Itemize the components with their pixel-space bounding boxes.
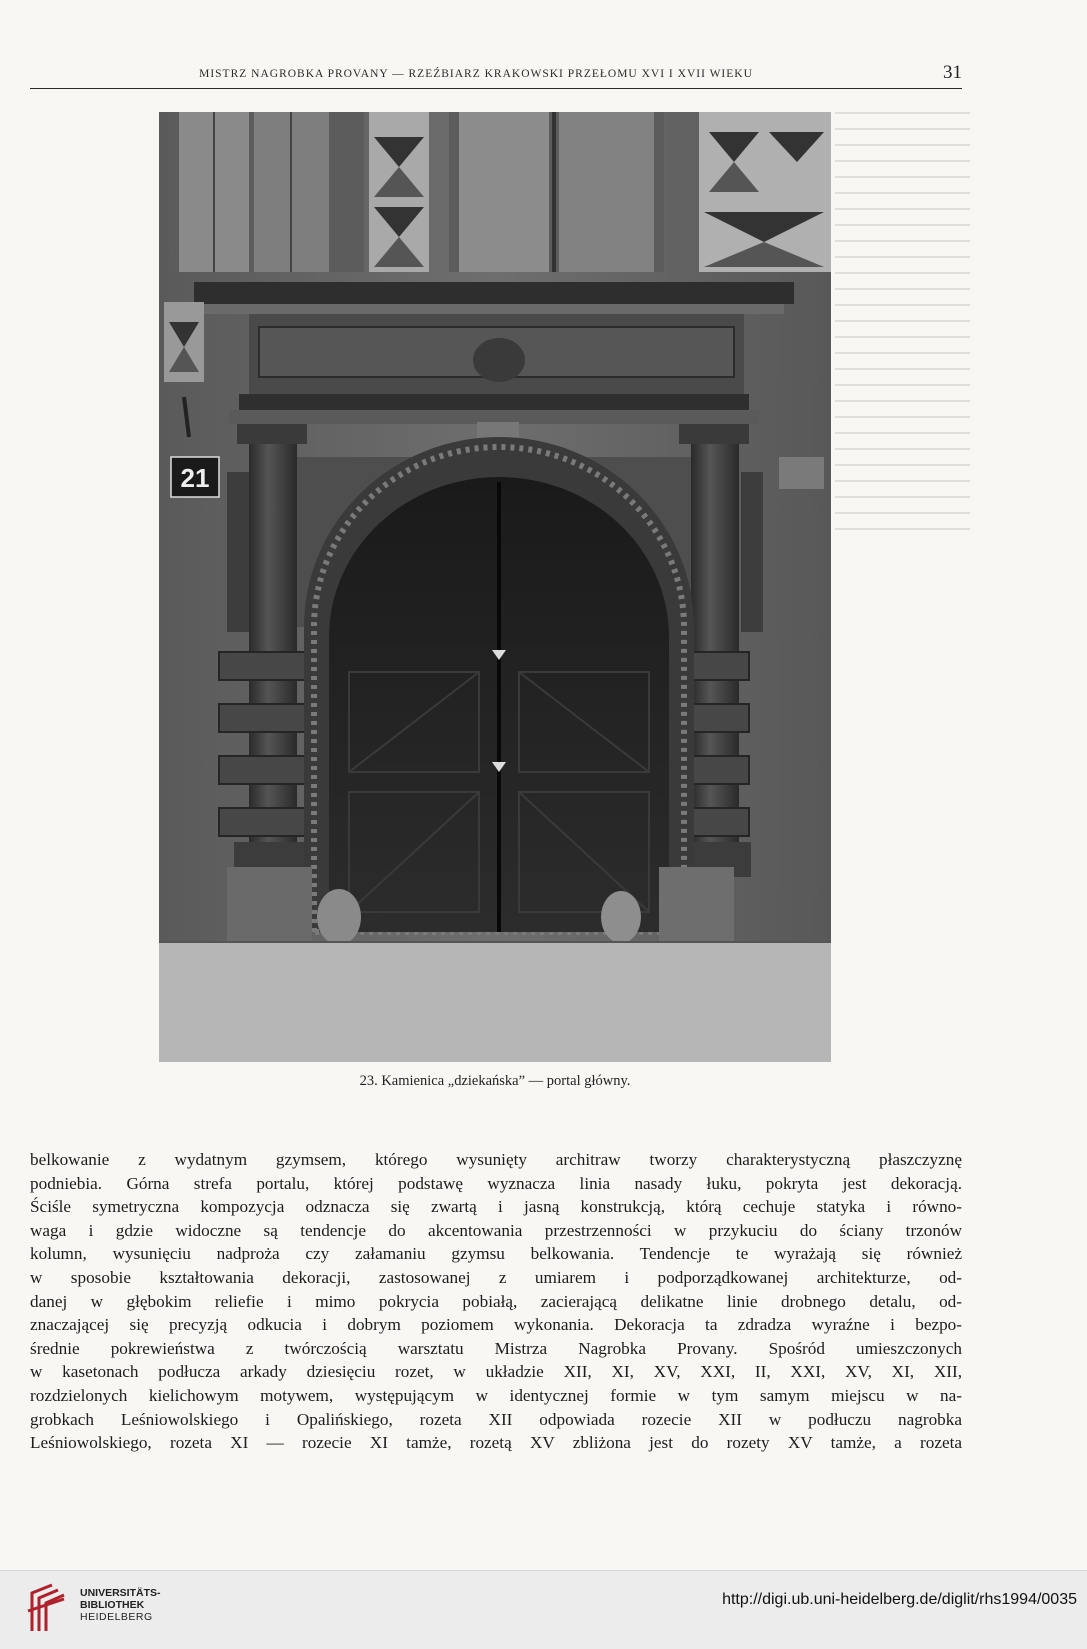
figure-caption: 23. Kamienica „dziekańska” — portal główny. (359, 1073, 631, 1089)
library-name-line: HEIDELBERG (80, 1611, 153, 1623)
body-line: znaczającej się precyzją odkucia i dobrym poziomem wykonania. Dekoracja ta zdradza wyraźne i bezpo- (30, 1315, 962, 1335)
body-line: Ściśle symetryczna kompozycja odznacza się zwartą i jasną konstrukcją, którą cechuje statyka i równo- (30, 1197, 962, 1217)
house-number-sign (171, 457, 219, 497)
running-head (30, 62, 962, 89)
library-logo-icon (22, 1581, 72, 1639)
body-line: danej w głębokim reliefie i mimo pokrycia pobiałą, zacierającą delikatne linie drobnego detalu, od- (30, 1291, 962, 1311)
sgraffito-panel-right (699, 112, 831, 272)
sgraffito-panel-left (369, 112, 429, 272)
body-line: rozdzielonych kielichowym motywem, występującym w identycznej formie w tym samym miejscu w na- (30, 1385, 962, 1405)
library-name-line: BIBLIOTHEK (80, 1599, 145, 1611)
body-line: Leśniowolskiego, rozeta XI — rozecie XI tamże, rozetą XV zbliżona jest do rozety XV tamże, a rozeta (30, 1433, 962, 1453)
upper-window-center (449, 112, 664, 272)
plinth-left (227, 867, 312, 942)
body-line: w sposobie kształtowania dekoracji, zastosowanej z umiarem i podporządkowanej architekturze, od- (30, 1267, 962, 1287)
pavement (159, 942, 831, 1062)
portal-photograph (159, 112, 831, 1062)
plinth-right (659, 867, 734, 942)
running-head-title: MISTRZ NAGROBKA PROVANY — RZEŹBIARZ KRAKOWSKI PRZEŁOMU XVI I XVII WIEKU (199, 68, 753, 80)
page-number: 31 (943, 62, 962, 83)
cartouche (473, 338, 525, 382)
body-line: podniebia. Górna strefa portalu, której podstawę wyznacza linia nasady łuku, pokryta jest dekoracją. (30, 1173, 962, 1193)
body-line: w kasetonach podłucza arkady dziesięciu rozet, w układzie XII, XI, XV, XXI, II, XXI, XV, XI, XII, (30, 1362, 962, 1382)
house-number-text: 21 (180, 463, 210, 493)
body-line: belkowanie z wydatnym gzymsem, którego wysunięty architraw tworzy charakterystyczną płaszczyznę (30, 1150, 962, 1169)
body-text (30, 1148, 962, 1455)
digitization-footer (0, 1570, 1087, 1649)
body-line: waga i gdzie widoczne są tendencje do akcentowania przestrzenności w przykuciu do ściany trzonów (30, 1220, 962, 1240)
source-url-link[interactable]: http://digi.ub.uni-heidelberg.de/diglit/rhs1994/0035 (722, 1591, 1077, 1608)
body-line: grobkach Leśniowolskiego i Opalińskiego, rozeta XII odpowiada rozecie XII w podłuczu nagrobka (30, 1409, 962, 1429)
arched-door (329, 477, 669, 932)
body-line: kolumn, wysunięciu nadproża czy załamaniu gzymsu belkowania. Tendencje te wyrażają się również (30, 1244, 962, 1264)
upper-window-left (169, 112, 364, 272)
show-through-text (835, 112, 970, 544)
body-line: średnie pokrewieństwa z twórczością warsztatu Mistrza Nagrobka Provany. Spośród umieszczonych (30, 1338, 962, 1358)
library-name-line: UNIVERSITÄTS- (80, 1587, 161, 1599)
library-name (80, 1587, 161, 1623)
